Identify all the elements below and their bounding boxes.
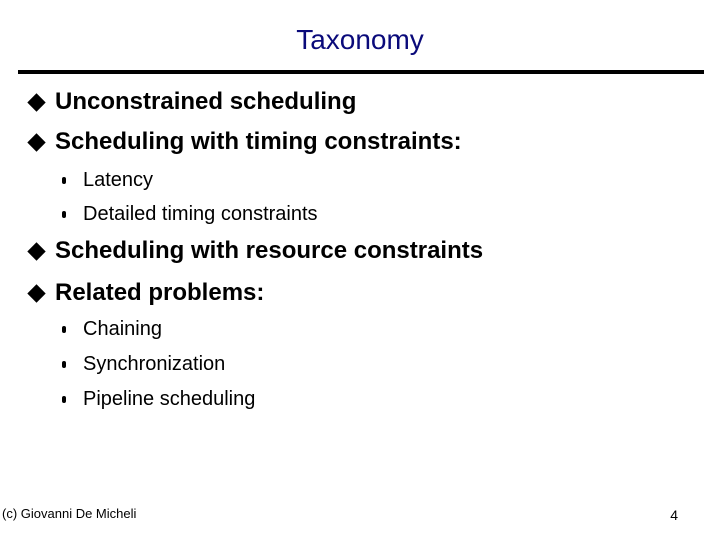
sub-bullet-text: Synchronization xyxy=(83,353,226,375)
bullet-item xyxy=(28,237,483,265)
diamond-bullet-icon xyxy=(27,93,45,111)
title-divider xyxy=(18,70,704,74)
diamond-bullet-icon xyxy=(27,133,45,151)
sub-bullet-text: Detailed timing constraints xyxy=(83,203,318,225)
sub-bullet-item xyxy=(62,203,318,226)
sub-bullet-item xyxy=(62,388,255,411)
sub-bullet-text: Chaining xyxy=(83,318,162,340)
footer-credit: (c) Giovanni De Micheli xyxy=(2,506,137,521)
sub-bullet-item xyxy=(62,353,225,376)
bullet-text: Scheduling with resource constraints xyxy=(55,237,484,264)
bullet-item xyxy=(28,279,264,307)
bullet-text: Unconstrained scheduling xyxy=(55,88,357,115)
bullet-text: Related problems: xyxy=(55,279,265,306)
sub-bullet-item xyxy=(62,318,162,341)
sub-bullet-text: Pipeline scheduling xyxy=(83,388,256,410)
bullet-text: Scheduling with timing constraints: xyxy=(55,128,462,155)
slide-title: Taxonomy xyxy=(296,24,424,55)
diamond-bullet-icon xyxy=(27,242,45,260)
sub-bullet-item xyxy=(62,169,153,192)
bullet-item xyxy=(28,128,462,156)
sub-bullet-text: Latency xyxy=(83,169,154,191)
diamond-bullet-icon xyxy=(27,284,45,302)
dot-bullet-icon xyxy=(62,361,66,368)
bullet-item xyxy=(28,88,356,116)
dot-bullet-icon xyxy=(62,177,66,184)
dot-bullet-icon xyxy=(62,211,66,218)
dot-bullet-icon xyxy=(62,396,66,403)
dot-bullet-icon xyxy=(62,326,66,333)
page-number: 4 xyxy=(670,507,678,523)
